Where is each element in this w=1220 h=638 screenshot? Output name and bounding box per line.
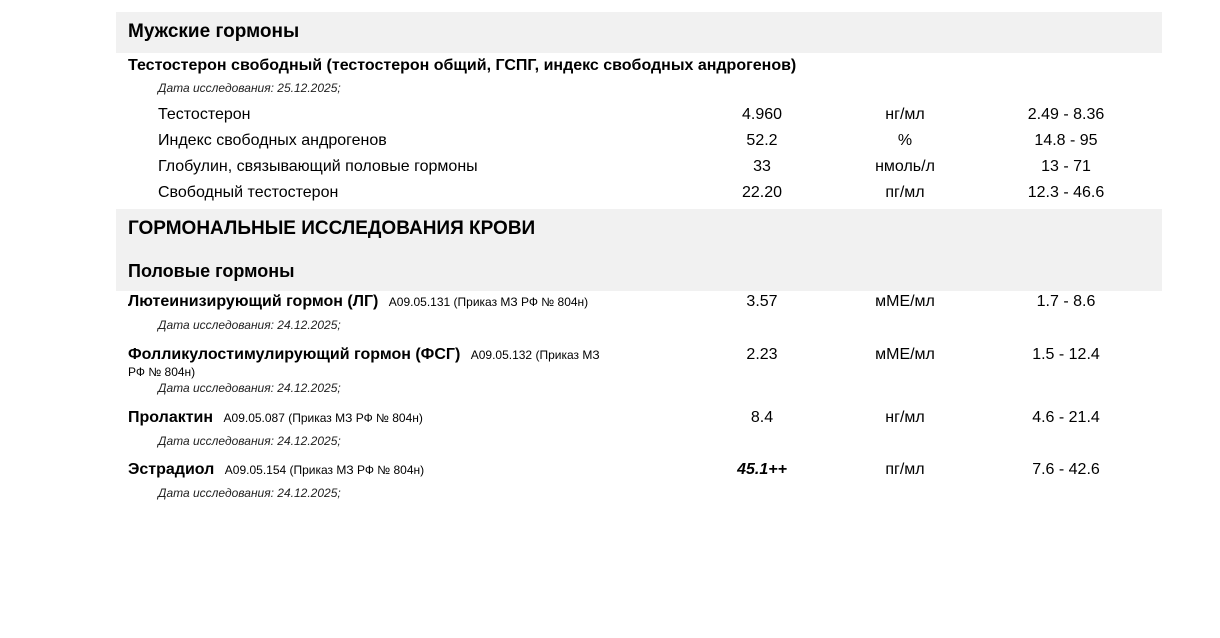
test-heading <box>128 293 588 311</box>
test-unit: пг/мл <box>885 461 925 478</box>
test-unit: нг/мл <box>885 409 925 426</box>
test-code: A09.05.132 (Приказ МЗ <box>470 348 600 362</box>
test-name: Эстрадиол <box>128 461 215 478</box>
test-value: 2.23 <box>746 346 778 363</box>
test-code-continuation: РФ № 804н) <box>128 365 196 379</box>
panel-date: Дата исследования: 25.12.2025; <box>158 81 341 95</box>
row-reference-range: 13 - 71 <box>1041 158 1091 175</box>
row-name: Свободный тестостерон <box>158 184 339 201</box>
test-heading <box>128 346 600 364</box>
test-heading <box>128 409 423 427</box>
row-name: Тестостерон <box>158 106 251 123</box>
section-title-male-hormones: Мужские гормоны <box>128 21 300 42</box>
row-name: Индекс свободных андрогенов <box>158 132 387 149</box>
row-reference-range: 12.3 - 46.6 <box>1027 184 1105 201</box>
test-date: Дата исследования: 24.12.2025; <box>158 318 341 332</box>
group-title-sex-hormones: Половые гормоны <box>128 261 295 281</box>
test-value-flagged: 45.1++ <box>737 461 787 478</box>
test-code: A09.05.154 (Приказ МЗ РФ № 804н) <box>224 463 425 477</box>
test-name: Лютеинизирующий гормон (ЛГ) <box>128 293 379 310</box>
row-value: 33 <box>753 158 771 175</box>
row-unit: пг/мл <box>885 184 925 201</box>
row-reference-range: 2.49 - 8.36 <box>1027 106 1105 123</box>
test-name: Фолликулостимулирующий гормон (ФСГ) <box>128 346 461 363</box>
row-value: 52.2 <box>746 132 778 149</box>
row-unit: % <box>897 132 913 149</box>
section-title-blood-hormonal: ГОРМОНАЛЬНЫЕ ИССЛЕДОВАНИЯ КРОВИ <box>128 218 536 239</box>
row-unit: нмоль/л <box>875 158 935 175</box>
row-unit: нг/мл <box>885 106 925 123</box>
test-code: A09.05.131 (Приказ МЗ РФ № 804н) <box>388 295 589 309</box>
test-code: A09.05.087 (Приказ МЗ РФ № 804н) <box>223 411 423 425</box>
row-name: Глобулин, связывающий половые гормоны <box>158 158 478 175</box>
test-value: 8.4 <box>750 409 774 426</box>
row-value: 4.960 <box>741 106 783 123</box>
test-reference-range: 1.5 - 12.4 <box>1032 346 1100 363</box>
test-date: Дата исследования: 24.12.2025; <box>158 486 341 500</box>
test-value: 3.57 <box>746 293 778 310</box>
test-reference-range: 7.6 - 42.6 <box>1032 461 1100 478</box>
test-unit: мМЕ/мл <box>875 293 935 310</box>
row-value: 22.20 <box>741 184 783 201</box>
panel-title: Тестостерон свободный (тестостерон общий, ГСПГ, индекс свободных андрогенов) <box>128 57 797 74</box>
test-date: Дата исследования: 24.12.2025; <box>158 381 341 395</box>
test-reference-range: 4.6 - 21.4 <box>1032 409 1100 426</box>
row-reference-range: 14.8 - 95 <box>1034 132 1098 149</box>
test-heading <box>128 461 424 479</box>
test-unit: мМЕ/мл <box>875 346 935 363</box>
test-name: Пролактин <box>128 409 214 426</box>
test-date: Дата исследования: 24.12.2025; <box>158 434 341 448</box>
test-reference-range: 1.7 - 8.6 <box>1036 293 1096 310</box>
